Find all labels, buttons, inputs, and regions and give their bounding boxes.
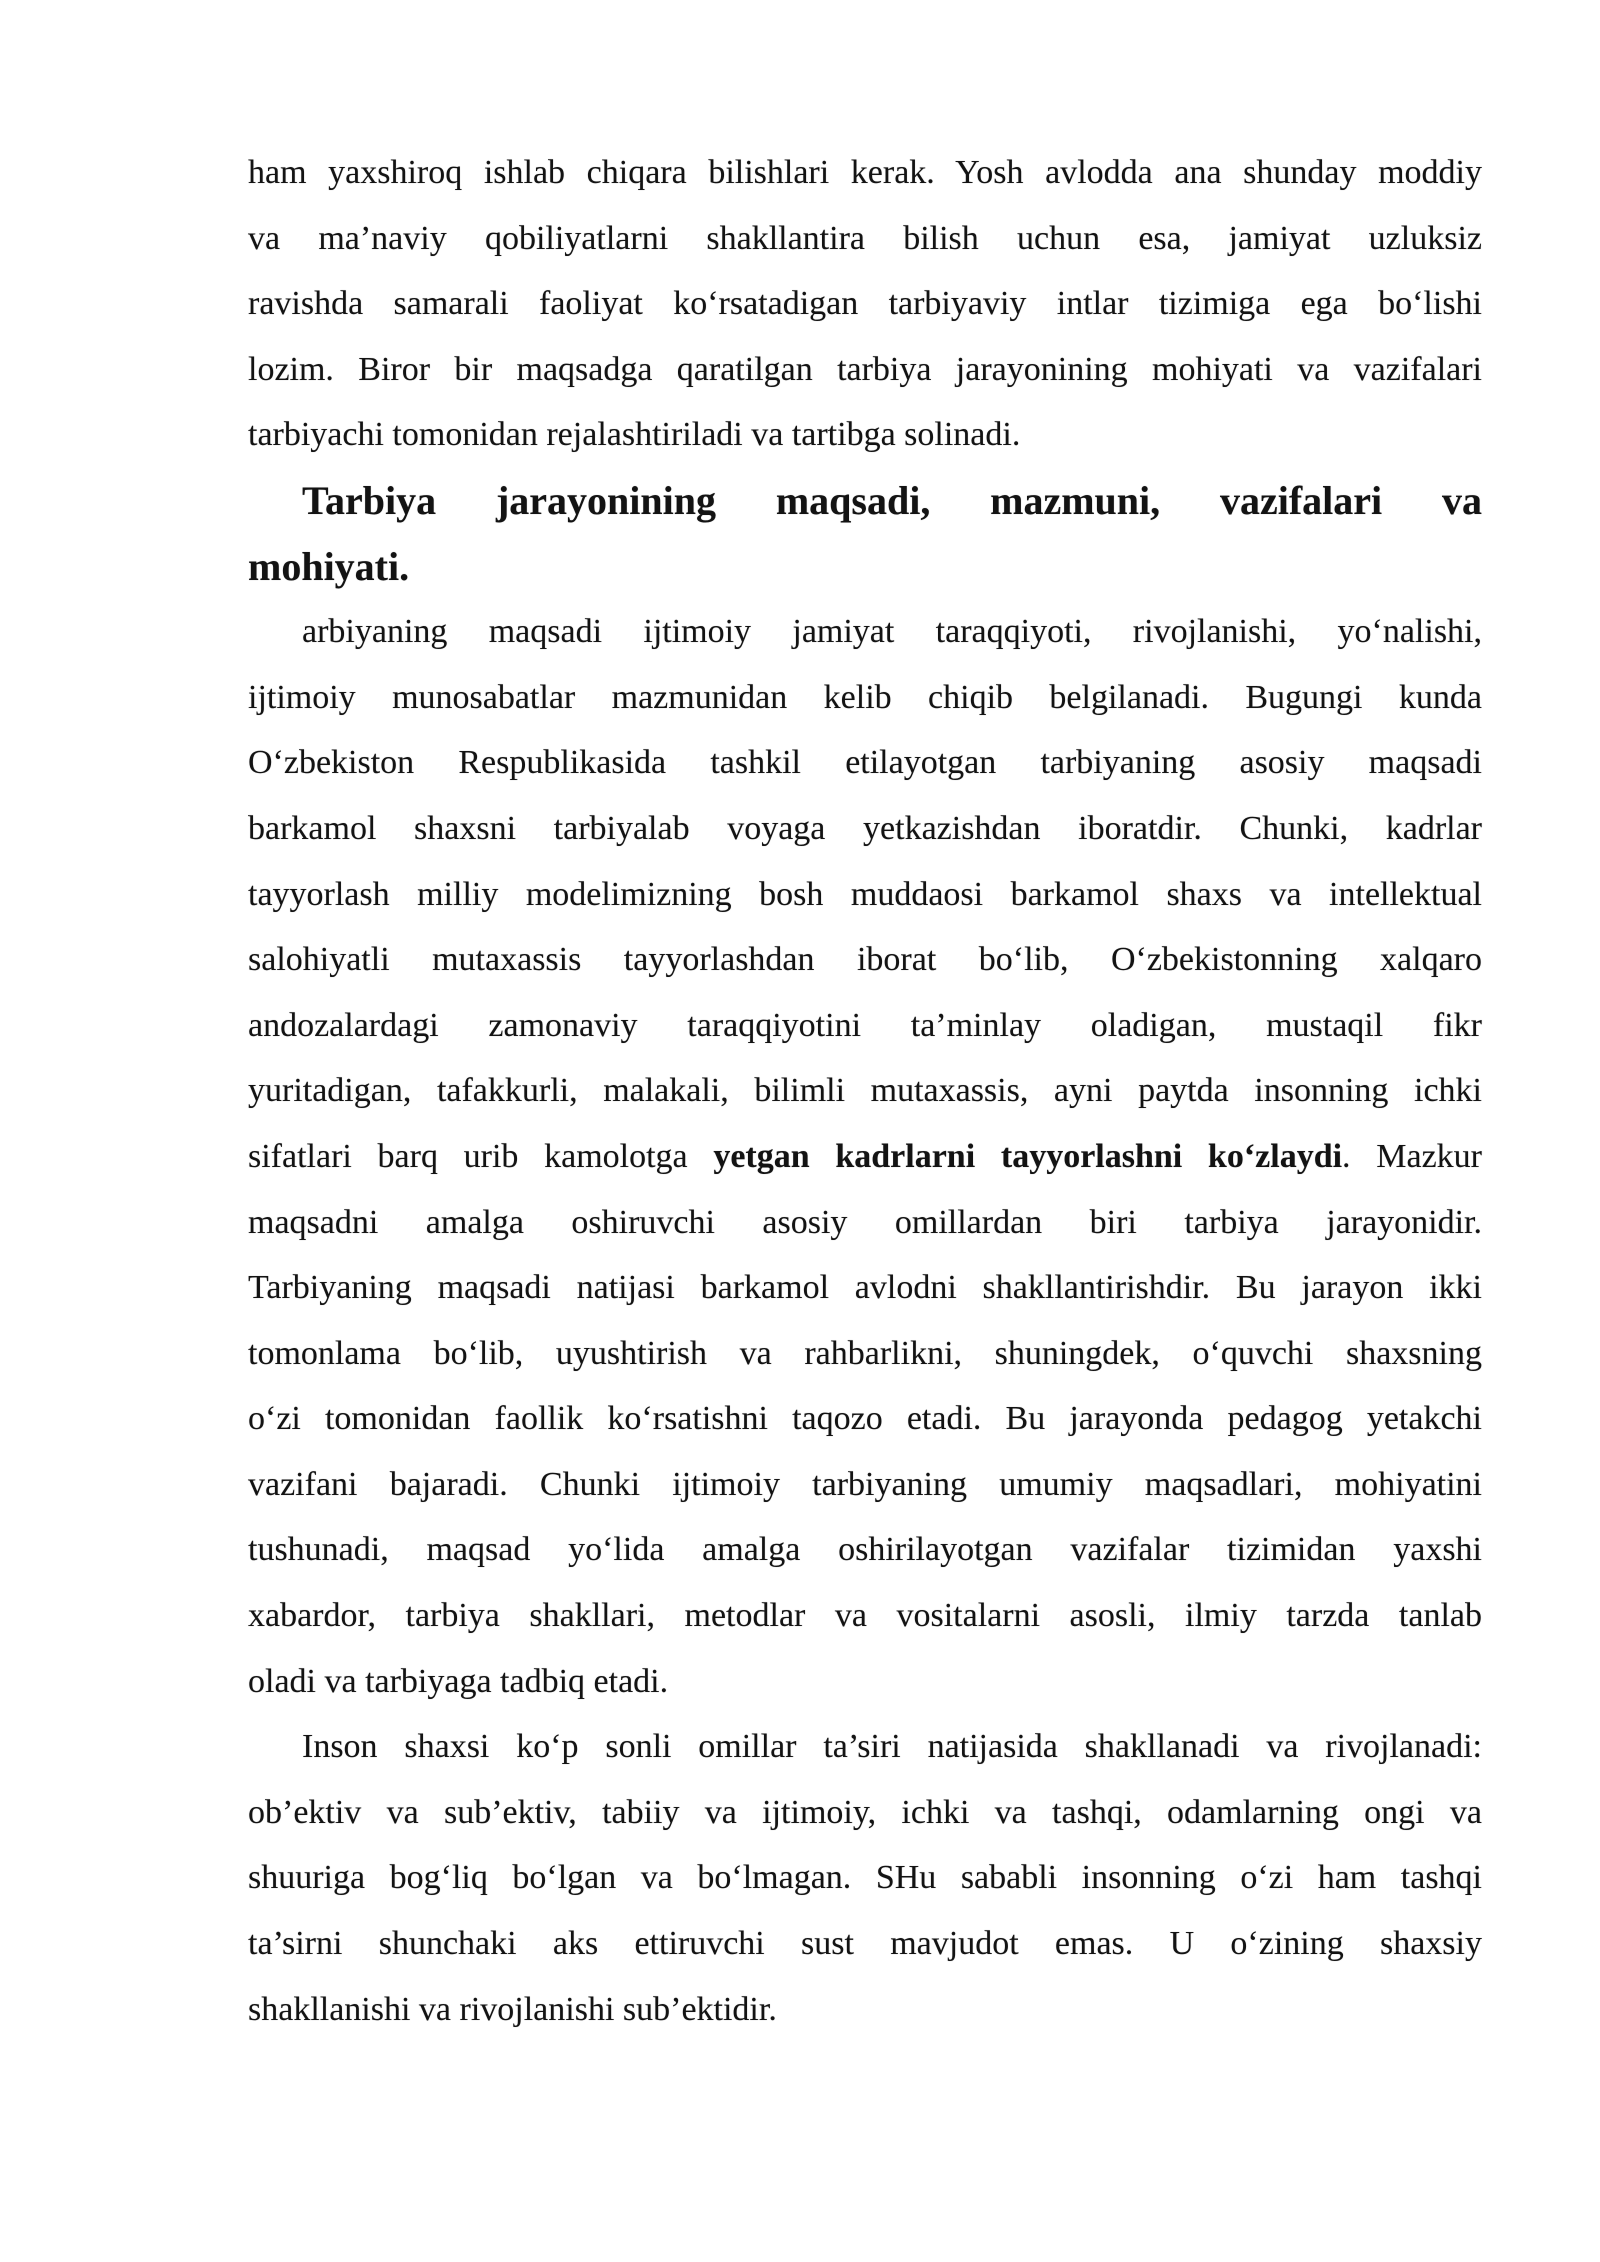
text-segment: ta’sirni shunchaki aks ettiruvchi sust mavjudot emas. U o‘zining shaxsiy [248,1925,1482,1963]
text-line [248,730,1482,796]
text-segment: ob’ektiv va sub’ektiv, tabiiy va ijtimoiy, ichki va tashqi, odamlarning ongi va [248,1793,1482,1831]
text-line [248,468,1482,534]
section-heading [248,468,1482,599]
text-segment: vazifani bajaradi. Chunki ijtimoiy tarbiyaning umumiy maqsadlari, mohiyatini [248,1465,1482,1503]
text-line [248,993,1482,1059]
text-segment: . Mazkur [1342,1137,1482,1175]
paragraph-inson-shaxsi [248,1714,1482,2042]
text-line [248,1058,1482,1124]
bold-text-segment: yetgan kadrlarni tayyorlashni ko‘zlaydi [713,1137,1343,1175]
text-segment: lozim. Biror bir maqsadga qaratilgan tarbiya jarayonining mohiyati va vazifalari [248,350,1482,388]
text-segment: andozalardagi zamonaviy taraqqiyotini ta’minlay oladigan, mustaqil fikr [248,1006,1482,1044]
text-segment: mohiyati. [248,543,410,589]
text-line [248,1255,1482,1321]
paragraph-tarbiya-maqsadi [248,599,1482,1714]
text-line [248,1321,1482,1387]
text-line [248,1583,1482,1649]
text-line [248,337,1482,403]
text-line [248,1190,1482,1256]
text-segment: o‘zi tomonidan faollik ko‘rsatishni taqozo etadi. Bu jarayonda pedagog yetakchi [248,1400,1482,1438]
paragraph-intro-continuation [248,140,1482,468]
text-line [248,271,1482,337]
text-segment: Tarbiyaning maqsadi natijasi barkamol avlodni shakllantirishdir. Bu jarayon ikki [248,1269,1482,1307]
text-segment: tomonlama bo‘lib, uyushtirish va rahbarlikni, shuningdek, o‘quvchi shaxsning [248,1334,1482,1372]
text-segment: va ma’naviy qobiliyatlarni shakllantira bilish uchun esa, jamiyat uzluksiz [248,219,1482,257]
text-line [248,599,1482,665]
text-segment: Tarbiya jarayonining maqsadi, mazmuni, vazifalari va [302,477,1482,523]
text-segment: shuuriga bog‘liq bo‘lgan va bo‘lmagan. SHu sababli insonning o‘zi ham tashqi [248,1859,1482,1897]
text-line [248,1714,1482,1780]
text-segment: ham yaxshiroq ishlab chiqara bilishlari kerak. Yosh avlodda ana shunday moddiy [248,154,1482,191]
text-segment: maqsadni amalga oshiruvchi asosiy omillardan biri tarbiya jarayonidir. [248,1203,1482,1241]
text-line [248,665,1482,731]
text-segment: arbiyaning maqsadi ijtimoiy jamiyat taraqqiyoti, rivojlanishi, yo‘nalishi, [302,613,1482,651]
text-line [248,1517,1482,1583]
text-segment: salohiyatli mutaxassis tayyorlashdan iborat bo‘lib, O‘zbekistonning xalqaro [248,941,1482,979]
text-segment: xabardor, tarbiya shakllari, metodlar va vositalarni asosli, ilmiy tarzda tanlab [248,1597,1482,1635]
text-line [248,927,1482,993]
text-line [248,1452,1482,1518]
text-line [248,1649,1482,1715]
text-line [248,1845,1482,1911]
text-line [248,796,1482,862]
text-line [248,206,1482,272]
text-line [248,1911,1482,1977]
text-segment: yuritadigan, tafakkurli, malakali, bilimli mutaxassis, ayni paytda insonning ichki [248,1072,1482,1110]
text-line [248,862,1482,928]
text-segment: ravishda samarali faoliyat ko‘rsatadigan tarbiyaviy intlar tizimiga ega bo‘lishi [248,285,1482,323]
text-segment: O‘zbekiston Respublikasida tashkil etilayotgan tarbiyaning asosiy maqsadi [248,744,1482,782]
text-segment: tayyorlash milliy modelimizning bosh muddaosi barkamol shaxs va intellektual [248,875,1482,913]
text-segment: barkamol shaxsni tarbiyalab voyaga yetkazishdan iboratdir. Chunki, kadrlar [248,809,1482,847]
text-segment: tushunadi, maqsad yo‘lida amalga oshirilayotgan vazifalar tizimidan yaxshi [248,1531,1482,1569]
text-segment: sifatlari barq urib kamolotga [248,1137,714,1175]
text-line [248,402,1482,468]
text-segment: tarbiyachi tomonidan rejalashtiriladi va tartibga solinadi. [248,416,1021,454]
text-line [248,1977,1482,2043]
text-segment: ijtimoiy munosabatlar mazmunidan kelib chiqib belgilanadi. Bugungi kunda [248,678,1482,716]
text-line [248,1780,1482,1846]
text-line [248,534,1482,600]
text-line [248,1124,1482,1190]
text-line [248,1386,1482,1452]
text-segment: shakllanishi va rivojlanishi sub’ektidir. [248,1990,777,2028]
text-segment: oladi va tarbiyaga tadbiq etadi. [248,1662,669,1700]
text-segment: Inson shaxsi ko‘p sonli omillar ta’siri natijasida shakllanadi va rivojlanadi: [302,1728,1482,1766]
text-line [248,140,1482,206]
